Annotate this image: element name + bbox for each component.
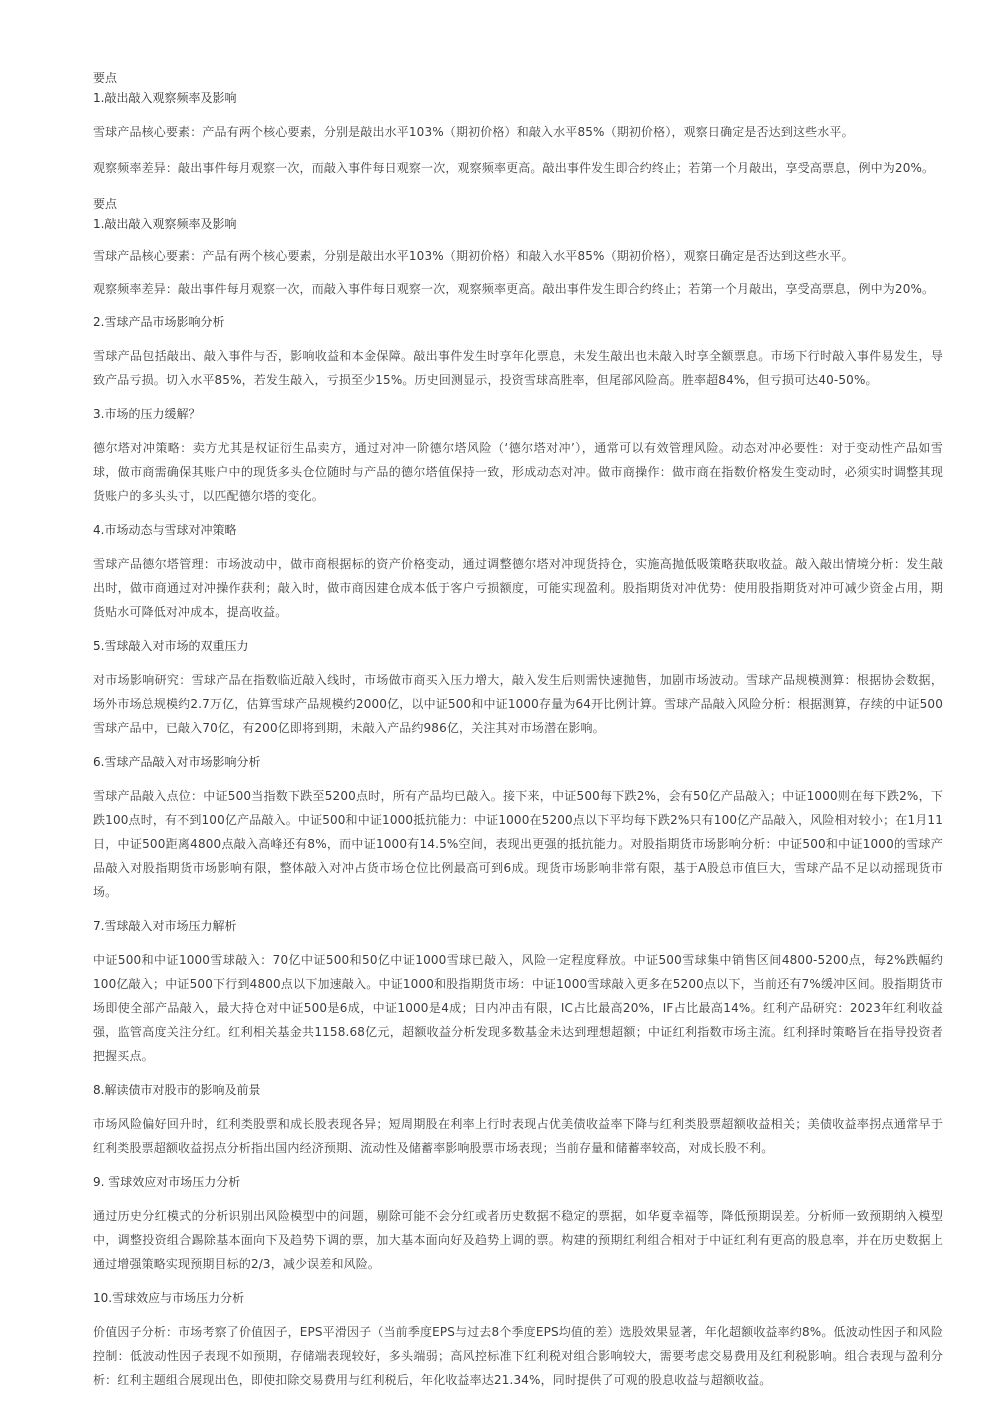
section-paragraph: 雪球产品敲入点位：中证500当指数下跌至5200点时，所有产品均已敲入。接下来，中证500每下跌2%，会有50亿产品敲入；中证1000则在每下跌2%，下跌100点时，有不到100亿产品敲入。中证500和中证1000抵抗能力：中证1000在5200点以下平均每下跌2%只有100亿产品敲入，风险相对较小；在1月11日，中证500距离4800点敲入高峰还有8%，而中证1000有14.5%空间，表现出更强的抵抗能力。对股指期货市场影响分析：中证500和中证1000的雪球产品敲入对股指期货市场影响有限，整体敲入对冲占货市场仓位比例最高可到6成。现货市场影响非常有限，基于A股总市值巨大，雪球产品不足以动摇现货市场。 [93, 789, 943, 899]
section-heading: 7.雪球敲入对市场压力解析 [93, 919, 237, 933]
section-9 [93, 1080, 943, 1160]
section-paragraph: 市场风险偏好回升时，红利类股票和成长股表现各异；短周期股在利率上行时表现占优美债收益率下降与红利类股票超额收益相关；美债收益率拐点通常早于红利类股票超额收益拐点分析指出国内经济预期、流动性及储蓄率影响股票市场表现；当前存量和储蓄率较高，对成长股不利。 [93, 1117, 943, 1155]
section-heading: 3.市场的压力缓解？ [93, 407, 201, 421]
section-heading: 2.雪球产品市场影响分析 [93, 315, 225, 329]
section-paragraph: 雪球产品德尔塔管理：市场波动中，做市商根据标的资产价格变动，通过调整德尔塔对冲现货持仓，实施高抛低吸策略获取收益。敲入敲出情境分析：发生敲出时，做市商通过对冲操作获利；敲入时，做市商因建仓成本低于客户亏损额度，可能实现盈利。股指期货对冲优势：使用股指期货对冲可减少资金占用，期货贴水可降低对冲成本，提高收益。 [93, 557, 943, 619]
section-heading: 5.雪球敲入对市场的双重压力 [93, 639, 249, 653]
section-paragraph: 通过历史分红模式的分析识别出风险模型中的问题，剔除可能不会分红或者历史数据不稳定的票据，如华夏幸福等，降低预期误差。分析师一致预期纳入模型中，调整投资组合踢除基本面向下及趋势下调的票，加大基本面向好及趋势上调的票。构建的预期红利组合相对于中证红利有更高的股息率，并在历史数据上通过增强策略实现预期目标的2/3，减少误差和风险。 [93, 1209, 943, 1271]
section-heading: 4.市场动态与雪球对冲策略 [93, 523, 237, 537]
section-heading: 1.敲出敲入观察频率及影响 [93, 217, 237, 231]
section-heading: 1.敲出敲入观察频率及影响 [93, 91, 237, 105]
section-8 [93, 916, 943, 1068]
section-paragraph: 德尔塔对冲策略：卖方尤其是权证衍生品卖方，通过对冲一阶德尔塔风险（‘德尔塔对冲’），通常可以有效管理风险。动态对冲必要性：对于变动性产品如雪球，做市商需确保其账户中的现货多头仓位随时与产品的德尔塔值保持一致，形成动态对冲。做市商操作：做市商在指数价格发生变动时，必须实时调整其现货账户的多头头寸，以匹配德尔塔的变化。 [93, 441, 943, 503]
section-heading: 8.解读债市对股市的影响及前景 [93, 1083, 261, 1097]
section-paragraph: 雪球产品核心要素：产品有两个核心要素，分别是敲出水平103%（期初价格）和敲入水平85%（期初价格），观察日确定是否达到这些水平。 [93, 249, 854, 263]
section-heading: 6.雪球产品敲入对市场影响分析 [93, 755, 261, 769]
section-5 [93, 520, 943, 624]
section-paragraph: 价值因子分析：市场考察了价值因子，EPS平滑因子（当前季度EPS与过去8个季度EPS均值的差）选股效果显著，年化超额收益率约8%。低波动性因子和风险控制：低波动性因子表现不如预期，存储端表现较好，多头端弱；高风控标准下红利税对组合影响较大，需要考虑交易费用及红利税影响。组合表现与盈利分析：红利主题组合展现出色，即使扣除交易费用与红利税后，年化收益率达21.34%，同时提供了可观的股息收益与超额收益。 [93, 1325, 943, 1387]
section-11 [93, 1288, 943, 1392]
section-paragraph: 雪球产品核心要素：产品有两个核心要素，分别是敲出水平103%（期初价格）和敲入水平85%（期初价格），观察日确定是否达到这些水平。 [93, 125, 854, 139]
section-1 [93, 68, 943, 180]
section-heading: 9. 雪球效应对市场压力分析 [93, 1175, 241, 1189]
section-6 [93, 636, 943, 740]
section-paragraph: 观察频率差异：敲出事件每月观察一次，而敲入事件每日观察一次，观察频率更高。敲出事件发生即合约终止；若第一个月敲出，享受高票息，例中为20%。 [93, 161, 935, 175]
section-paragraph: 中证500和中证1000雪球敲入：70亿中证500和50亿中证1000雪球已敲入，风险一定程度释放。中证500雪球集中销售区间4800-5200点，每2%跌幅约100亿敲入；中证500下行到4800点以下加速敲入。中证1000和股指期货市场：中证1000雪球敲入更多在5200点以下，当前还有7%缓冲区间。股指期货市场即使全部产品敲入，最大持仓对中证500是6成，中证1000是4成；日内冲击有限，IC占比最高20%，IF占比最高14%。红利产品研究：2023年红利收益强，监管高度关注分红。红利相关基金共1158.68亿元，超额收益分析发现多数基金未达到理想超额；中证红利指数市场主流。红利择时策略旨在指导投资者把握买点。 [93, 953, 943, 1063]
section-10 [93, 1172, 943, 1276]
section-4 [93, 404, 943, 508]
section-2 [93, 194, 943, 300]
section-7 [93, 752, 943, 904]
section-paragraph: 观察频率差异：敲出事件每月观察一次，而敲入事件每日观察一次，观察频率更高。敲出事件发生即合约终止；若第一个月敲出，享受高票息，例中为20%。 [93, 282, 935, 296]
section-heading: 10.雪球效应与市场压力分析 [93, 1291, 245, 1305]
section-paragraph: 对市场影响研究：雪球产品在指数临近敲入线时，市场做市商买入压力增大，敲入发生后则需快速抛售，加剧市场波动。雪球产品规模测算：根据协会数据，场外市场总规模约2.7万亿，估算雪球产品规模约2000亿，以中证500和中证1000存量为64开比例计算。雪球产品敲入风险分析：根据测算，存续的中证500雪球产品中，已敲入70亿，有200亿即将到期，未敲入产品约986亿，关注其对市场潜在影响。 [93, 673, 943, 735]
section-label: 要点 [93, 71, 118, 85]
section-label: 要点 [93, 197, 118, 211]
section-paragraph: 雪球产品包括敲出、敲入事件与否，影响收益和本金保障。敲出事件发生时享年化票息，未发生敲出也未敲入时享全额票息。市场下行时敲入事件易发生，导致产品亏损。切入水平85%，若发生敲入，亏损至少15%。历史回测显示，投资雪球高胜率，但尾部风险高。胜率超84%，但亏损可达40-50%。 [93, 349, 943, 387]
section-3 [93, 312, 943, 392]
document-body [93, 68, 943, 1404]
